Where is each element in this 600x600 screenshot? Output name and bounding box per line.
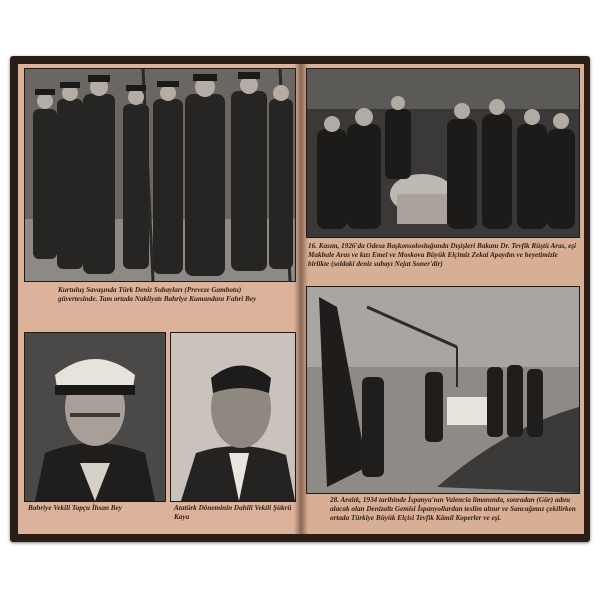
submarine-handover-image — [307, 287, 579, 493]
photo-ihsan-bey — [24, 332, 166, 502]
naval-officers-image — [25, 69, 295, 281]
left-page — [18, 64, 301, 534]
caption-ihsan-bey: Bahriye Vekili Topçu İhsan Bey — [28, 504, 122, 512]
sukru-kaya-portrait — [171, 333, 295, 501]
photo-naval-officers — [24, 68, 296, 282]
caption-submarine-handover: 28. Aralık, 1934 tarihinde İspanya'nın Valencia limanında, sonradan (Gür) adını alacak olan Denizaltı Gemisi İspanyollardan teslim alınır ve Sancağımız çekilirken ortada Türkiye Büyük Elçisi Tevfik Kâmil Koperler ve eşi. — [330, 496, 576, 522]
caption-odessa-reception: 16. Kasım, 1926'da Odesa Başkonsolosluğunda Dışişleri Bakanı Dr. Tevfik Rüştü Aras, eşi Makbule Aras ve kızı Emel ve Moskova Büyük Elçimiz Zekai Apaydın ve heyetimizle birlikte (soldaki deniz subayı Nejat Soner'dir) — [308, 242, 577, 268]
ihsan-bey-portrait — [25, 333, 165, 501]
caption-sukru-kaya: Atatürk Döneminin Dahili Vekili Şükrü Kaya — [174, 504, 292, 521]
photo-sukru-kaya — [170, 332, 296, 502]
photo-odessa-reception — [306, 68, 580, 238]
odessa-reception-image — [307, 69, 579, 237]
right-page — [300, 64, 584, 534]
caption-naval-officers: Kurtuluş Savaşında Türk Deniz Subayları (Preveze Gambotu) güvertesinde. Tam ortada Nakliyatı Bahriye Kumandanı Fahri Bey — [58, 286, 257, 303]
photo-submarine-handover — [306, 286, 580, 494]
